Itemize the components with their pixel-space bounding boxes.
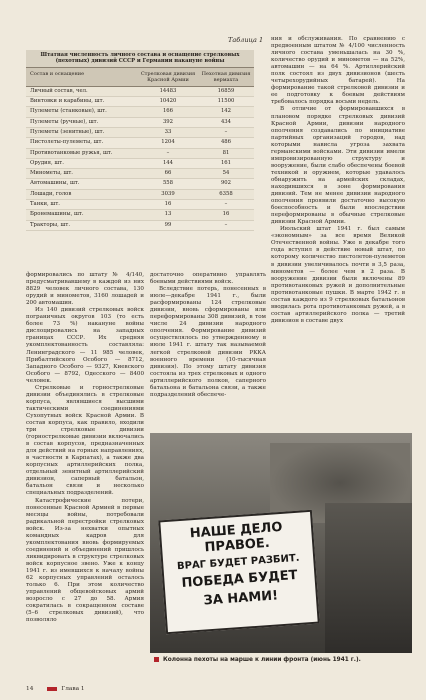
table-cell: 392 xyxy=(162,118,174,125)
table-row xyxy=(26,107,254,117)
text-column-2 xyxy=(150,272,266,399)
table-cell: Лошади, голов xyxy=(30,190,72,197)
paragraph: В отличие от формировавшихся в плановом порядке стрелковых дивизий Красной Армии, дивизии народного ополчения создавались по инициативе партийных организаций городов, над которыми нависла угроза захвата германскими войсками. Эти дивизии имели импровизированную структуру и вооружение, были слабо обеспечены боевой техникой и оружием, которые удавалось обнаружить на армейских складах, находившихся в зоне формирования дивизий. Тем не менее дивизии народного ополчения проявили достаточно высокую боеспособность и были впоследствии переформированы в обычные стрелковые дивизии Красной Армии. xyxy=(271,106,405,226)
table-cell: 1204 xyxy=(161,139,175,146)
table-row xyxy=(26,138,254,148)
table-row xyxy=(26,200,254,210)
table-cell: 11500 xyxy=(217,98,235,105)
text-column-1 xyxy=(26,272,144,624)
table-cell: 144 xyxy=(162,159,174,166)
paragraph: Стрелковые и горнострелковые дивизии объединялись в стрелковые корпуса, являвшиеся высшими тактическими соединениями Сухопутных войск Красной Армии. В состав корпуса, как правило, входили три стрелковые дивизии (горнострелковые дивизии включались в состав корпусов, предназначенных для действий на горных направлениях, в частности в Карпатах), а также два корпусных артиллерийских полка, отдельный зенитный артиллерийский дивизион, саперный батальон, батальон связи и несколько специальных подразделений. xyxy=(26,384,144,497)
caption-text: Колонна пехоты на марше к линии фронта (июнь 1941 г.). xyxy=(163,657,361,663)
table-cell: Личный состав, чел. xyxy=(30,87,88,94)
table-cell: 166 xyxy=(162,108,174,115)
sign-line-3: ПОБЕДА БУДЕТ xyxy=(181,567,298,592)
table-row xyxy=(26,221,254,231)
table-cell: 16859 xyxy=(217,87,235,94)
table-title: Штатная численность личного состава и оснащение стрелковых (пехотных) дивизий СССР и Германии накануне войны xyxy=(26,50,254,67)
table-row xyxy=(26,169,254,179)
header-composition: Состав и оснащение xyxy=(30,70,85,77)
table-cell: Орудия, шт. xyxy=(30,159,64,166)
table-cell: 902 xyxy=(220,180,232,187)
table-cell: Минометы, шт. xyxy=(30,170,73,177)
sign-line-2: ВРАГ БУДЕТ РАЗБИТ. xyxy=(176,552,300,573)
photo-soldiers xyxy=(325,503,412,653)
page-number: 14 xyxy=(26,686,34,692)
table-cell: Пулеметы (ручные), шт. xyxy=(30,118,99,125)
chapter-marker-icon xyxy=(47,687,57,691)
table-cell: Танки, шт. xyxy=(30,201,60,208)
table-cell: 66 xyxy=(164,170,172,177)
table-cell: 434 xyxy=(220,118,232,125)
historical-photo xyxy=(150,433,412,653)
table-cell: 6358 xyxy=(219,190,233,197)
sign-line-4: ЗА НАМИ! xyxy=(203,588,279,609)
table-cell: Пистолеты-пулеметы, шт. xyxy=(30,139,104,146)
table-row xyxy=(26,118,254,128)
photo-caption xyxy=(154,657,361,663)
table-cell: 81 xyxy=(222,149,230,156)
table-row xyxy=(26,210,254,220)
paragraph: Июльский штат 1941 г. был самым «экономным» за все время Великой Отечественной войны. Уже в декабре того года вступил в действие новый штат, по которому количество пистолетов-пулеметов в дивизии увеличивалось почти в 3,5 раза, минометов — более чем в 2 раза. В вооружение дивизии были включены 89 противотанковых ружей и дополнительные противотанковые пушки. В марте 1942 г. в состав каждого из 9 стрелковых батальонов вводилась рота противотанковых ружей, а в состав артиллерийского полка — третий дивизион в составе двух xyxy=(271,226,405,324)
data-table xyxy=(26,50,254,231)
table-cell: 486 xyxy=(220,139,232,146)
table-cell: Винтовки и карабины, шт. xyxy=(30,98,105,105)
table-row xyxy=(26,159,254,169)
table-cell: Пулеметы (станковые), шт. xyxy=(30,108,107,115)
table-body xyxy=(26,87,254,231)
table-cell: Бронемашины, шт. xyxy=(30,211,84,218)
table-row xyxy=(26,179,254,189)
paragraph: Катастрофические потери, понесенные Красной Армией в первые месяцы войны, потребовали радикальной перестройки стрелковых войск. Из-за нехватки опытных командных кадров для укомплектования вновь формируемых соединений и объединений пришлось ликвидировать в структуре стрелковых войск корпусное звено. Уже к концу 1941 г. из имевшихся к началу войны 62 корпусных управлений осталось только 6. При этом количество управлений общевойсковых армий возросло с 27 до 58. Армия сократилась в сокращенном составе (5–6 стрелковых дивизий), что позволяло xyxy=(26,497,144,624)
table-cell: – xyxy=(224,221,228,228)
paragraph: формировались по штату № 4/140, предусматривавшему в каждой из них 8829 человек личного состава, 130 орудий и минометов, 3160 лошадей и 200 автомашин. xyxy=(26,272,144,307)
table-cell: 142 xyxy=(220,108,232,115)
table-cell: 16 xyxy=(222,211,230,218)
text-column-3 xyxy=(271,36,405,325)
header-german-division: Пехотная дивизия вермахта xyxy=(201,70,251,83)
paragraph: Вследствие потерь, понесенных в июле—декабре 1941 г., были расформированы 124 стрелковые дивизии, вновь сформированы или переформированы 308 дивизий, в том числе 24 дивизии народного ополчения. Формирование дивизий осуществлялось по утвержденному в июле 1941 г. штату так называемой легкой стрелковой дивизии РККА военного времени (10-тысячная дивизия). По этому штату дивизия состояла из трех стрелковых и одного артиллерийского полков, саперного батальона и батальона связи, а также подразделений обеспече- xyxy=(150,286,266,398)
table-cell: 99 xyxy=(164,221,172,228)
table-number: Таблица 1 xyxy=(228,36,264,44)
sign-line-1: НАШЕ ДЕЛО ПРАВОЕ. xyxy=(189,519,283,556)
paragraph: достаточно оперативно управлять боевыми действиями войск. xyxy=(150,272,266,286)
slogan-sign xyxy=(158,510,320,634)
table-cell: Тракторы, шт. xyxy=(30,221,71,228)
header-soviet-division: Стрелковая дивизия Красной Армии xyxy=(140,70,196,83)
table-cell: 14483 xyxy=(159,87,177,94)
table-cell: 54 xyxy=(222,170,230,177)
table-cell: 3039 xyxy=(161,190,175,197)
table-cell: – xyxy=(224,129,228,135)
table-cell: – xyxy=(224,201,228,208)
page-footer xyxy=(26,686,85,692)
table-row xyxy=(26,87,254,97)
table-row xyxy=(26,97,254,107)
table-cell: Автомашины, шт. xyxy=(30,180,80,187)
table-cell: 558 xyxy=(162,180,174,187)
table-cell: 33 xyxy=(164,129,172,135)
table-row xyxy=(26,128,254,138)
paragraph: ния и обслуживания. По сравнению с предвоенным штатом № 4/100 численность личного состава уменьшалась на 30 %, количество орудий и минометов — на 52%, автомашин — на 64 %. Артиллерийский полк состоял из двух дивизионов (шесть четырехорудийных батарей). На формирование такой стрелковой дивизии и ее подготовку к боевым действиям требовалось порядка восьми недель. xyxy=(271,36,405,106)
table-cell: 161 xyxy=(220,159,232,166)
table-cell: Противотанковые ружья, шт. xyxy=(30,149,113,156)
table-cell: Пулеметы (зенитные), шт. xyxy=(30,129,105,135)
table-cell: 10420 xyxy=(159,98,177,105)
caption-marker-icon xyxy=(154,657,159,662)
table-header xyxy=(26,67,254,87)
table-cell: – xyxy=(166,149,170,156)
table-row xyxy=(26,190,254,200)
table-cell: 13 xyxy=(164,211,172,218)
table-row xyxy=(26,149,254,159)
paragraph: Из 140 дивизий стрелковых войск пограничных округов 103 (то есть более 73 %) накануне войны дислоцировались на западных границах СССР. Их средняя укомплектованность составляла: Ленинградского — 11 985 человек, Прибалтийского Особого — 8712, Западного Особого — 9327, Киевского Особого — 8792, Одесского — 8400 человек. xyxy=(26,307,144,384)
table-cell: 16 xyxy=(164,201,172,208)
chapter-label: Глава 1 xyxy=(61,686,85,692)
